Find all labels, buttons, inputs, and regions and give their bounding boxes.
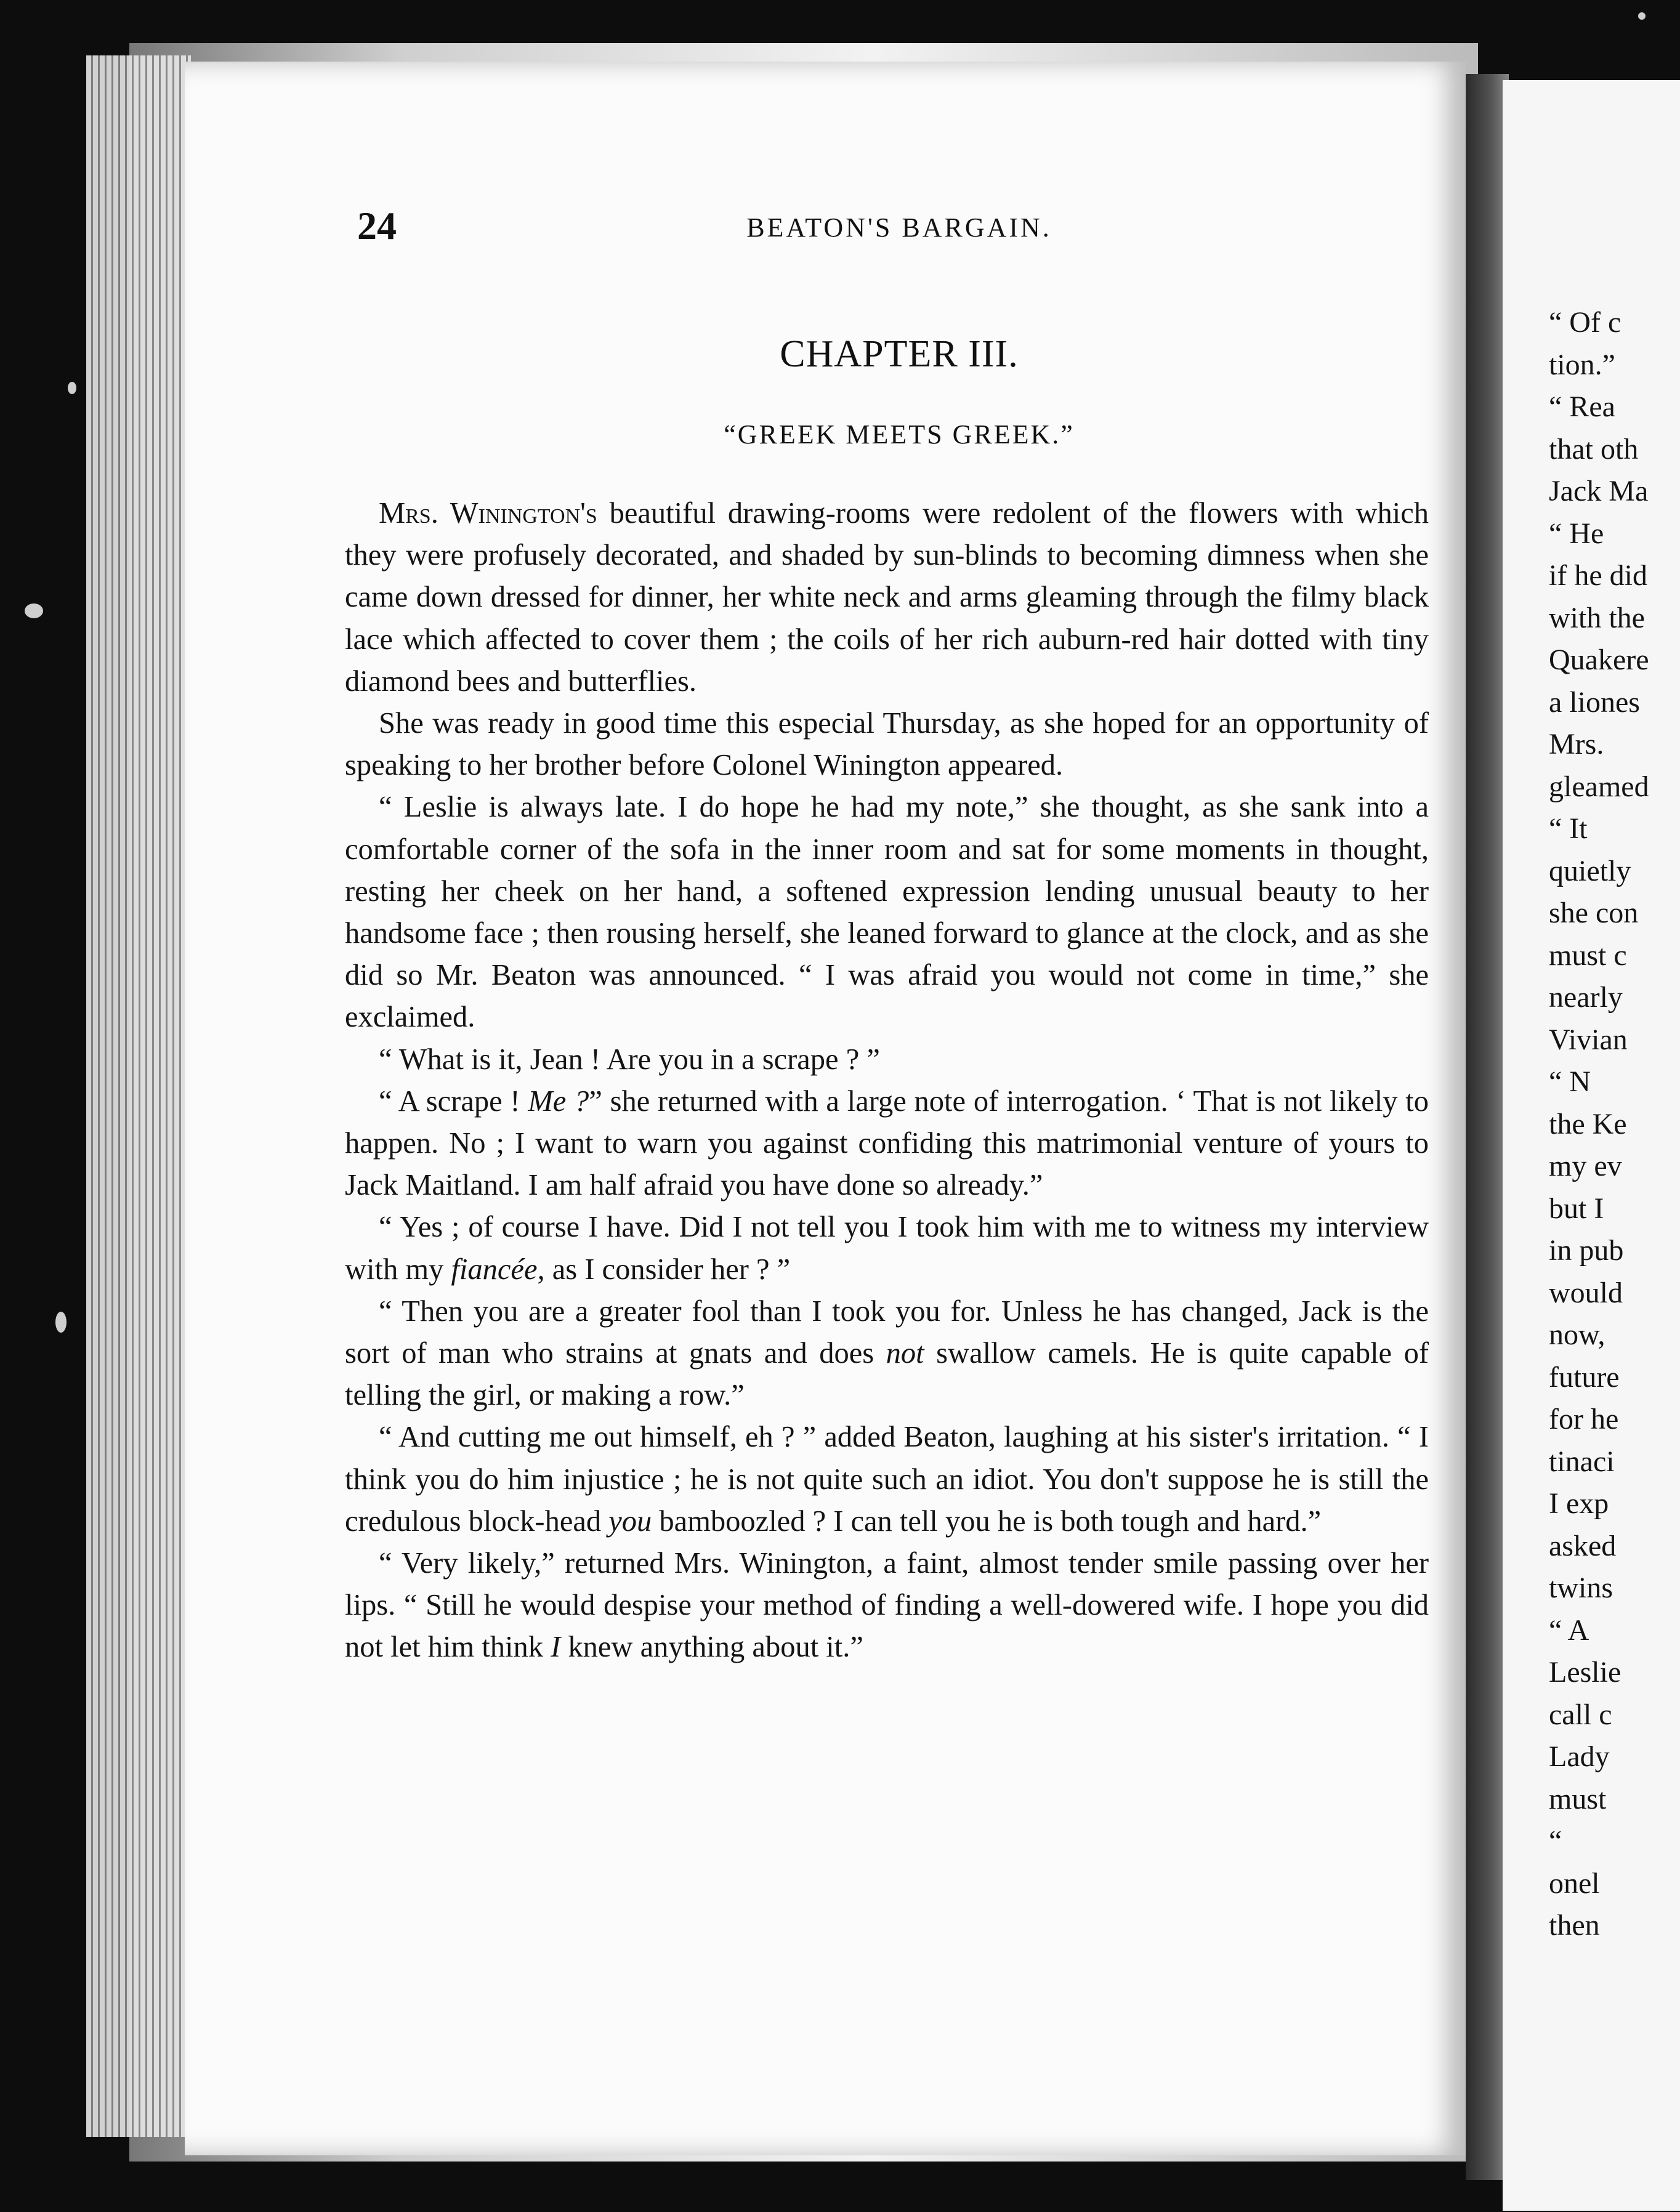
facing-page-line: asked <box>1549 1529 1617 1562</box>
dust-speck <box>25 603 43 618</box>
facing-page-line: then <box>1549 1909 1600 1942</box>
facing-page-line: she con <box>1549 897 1639 929</box>
paragraph-text: “ Then you are a greater fool than I took you for. Unless he has changed, Jack is the sort of man who strains at gnats and does <box>345 1294 1429 1370</box>
facing-page-line: Lady <box>1549 1740 1610 1773</box>
facing-page-line: Jack Ma <box>1549 475 1649 507</box>
paragraph-text: beautiful drawing-rooms were redolent of the flowers with which they were profusely decorated, and shaded by sun-blinds to becoming dimness when she came down dressed for dinner, her white neck and arms gleaming through the filmy black lace which affected to cover them ; the coils of her rich auburn-red hair dotted with tiny diamond bees and butterflies. <box>345 497 1429 698</box>
dust-speck <box>68 382 76 394</box>
facing-page-line: “ Of c <box>1549 306 1621 339</box>
facing-page-line: “ A <box>1549 1613 1589 1647</box>
paragraph-text: “ Leslie is always late. I do hope he had my note,” she thought, as she sank into a comfortable corner of the sofa in the inner room and sat for some moments in thought, resting her cheek on her hand, a softened expression lending unusual beauty to her handsome face ; then rousing herself, she leaned forward to glance at the clock, and as she did so Mr. Beaton was announced. “ I was afraid you would not come in time,” she exclaimed. <box>345 791 1429 1034</box>
facing-page-line: “ He <box>1549 517 1604 550</box>
paragraph-text: as I consider her ? ” <box>544 1253 791 1286</box>
facing-page-line: twins <box>1549 1572 1613 1604</box>
italic-text: fiancée, <box>451 1253 545 1286</box>
facing-page-line: my ev <box>1549 1150 1622 1182</box>
paragraph-text: “ And cutting me out himself, eh ? ” added Beaton, laughing at his sister's irritation. “ I think you do him injustice ; he is not quite such an idiot. You don't suppose he is still the credulous block-head <box>345 1421 1429 1538</box>
facing-page-line: the Ke <box>1549 1107 1627 1140</box>
small-caps-lead: Mrs. Winington's <box>379 497 597 530</box>
facing-page-line: would <box>1549 1276 1623 1309</box>
italic-text: you <box>608 1504 652 1538</box>
italic-text: not <box>886 1337 924 1370</box>
facing-page-line: gleamed <box>1549 770 1649 803</box>
facing-page-line: tion.” <box>1549 348 1615 381</box>
facing-page-line: but I <box>1549 1192 1604 1225</box>
facing-page-line: nearly <box>1549 981 1623 1014</box>
facing-page-line: Quakere <box>1549 644 1649 676</box>
paragraph <box>345 1206 1429 1290</box>
paragraph-text: knew anything about it.” <box>560 1631 863 1664</box>
page-header <box>357 203 1441 252</box>
page-number: 24 <box>357 204 397 248</box>
facing-page-line: Vivian <box>1549 1023 1628 1056</box>
facing-page-line: call c <box>1549 1698 1612 1731</box>
facing-page-line: with the <box>1549 601 1645 634</box>
paragraph-text: bamboozled ? I can tell you he is both tough and hard.” <box>652 1504 1322 1538</box>
facing-page-line: tinaci <box>1549 1445 1615 1478</box>
dust-speck <box>1638 12 1646 20</box>
facing-page-line: Leslie <box>1549 1656 1621 1689</box>
paragraph <box>345 703 1429 786</box>
facing-page-line: I exp <box>1549 1487 1609 1520</box>
running-title: BEATON'S BARGAIN. <box>746 212 1052 243</box>
facing-page-line: must c <box>1549 938 1627 972</box>
facing-page-line: that oth <box>1549 432 1639 466</box>
paragraph <box>345 1416 1429 1543</box>
paragraph-text: “ Yes ; of course I have. Did I not tell you I took him with me to witness my interview with my <box>345 1211 1429 1286</box>
paragraph <box>345 1039 1429 1081</box>
facing-page-line: for he <box>1549 1403 1619 1435</box>
paragraph-text: ” she returned with a large note of interrogation. ‘ That is not likely to happen. No ; I want to warn you against confiding this matrimonial venture of yours to Jack Maitland. I am half afraid you have done so already.” <box>345 1084 1429 1202</box>
chapter-title: CHAPTER III. <box>780 333 1019 375</box>
facing-page-line: in pub <box>1549 1234 1624 1267</box>
paragraph <box>345 786 1429 1038</box>
paragraph-text: “ A scrape ! <box>379 1084 528 1118</box>
paragraph <box>345 1081 1429 1207</box>
paragraph-text: She was ready in good time this especial Thursday, as she hoped for an opportunity of speaking to her brother before Colonel Winington appeared. <box>345 707 1429 782</box>
paragraph-text: “ Very likely,” returned Mrs. Winington, a faint, almost tender smile passing over her lips. “ Still he would despise your method of finding a well-dowered wife. I hope you did not let him think <box>345 1547 1429 1664</box>
italic-text: I <box>551 1631 561 1664</box>
facing-page-line: “ It <box>1549 812 1588 845</box>
facing-page-line: “ N <box>1549 1065 1591 1098</box>
paragraph <box>345 493 1429 703</box>
facing-page-line: must <box>1549 1782 1607 1815</box>
facing-page-text <box>1549 302 1680 1947</box>
page-edges <box>86 55 191 2137</box>
body-text <box>345 493 1429 1669</box>
paragraph <box>345 1543 1429 1669</box>
facing-page-line: future <box>1549 1360 1620 1394</box>
italic-text: Me ? <box>528 1084 589 1118</box>
dust-speck <box>55 1312 67 1333</box>
facing-page-line: “ Rea <box>1549 390 1615 423</box>
facing-page-line: now, <box>1549 1318 1605 1351</box>
facing-page-line: “ <box>1549 1825 1562 1857</box>
facing-page-line: a liones <box>1549 685 1640 719</box>
facing-page-line: if he did <box>1549 559 1647 592</box>
facing-page-line: Mrs. <box>1549 728 1604 761</box>
facing-page-line: onel <box>1549 1867 1600 1900</box>
paragraph-text: “ What is it, Jean ! Are you in a scrape ? ” <box>379 1043 880 1076</box>
paragraph <box>345 1291 1429 1417</box>
paragraph-text: swallow camels. He is quite capable of telling the girl, or making a row.” <box>345 1337 1429 1412</box>
facing-page-line: quietly <box>1549 854 1631 887</box>
chapter-subtitle: “GREEK MEETS GREEK.” <box>724 419 1075 450</box>
